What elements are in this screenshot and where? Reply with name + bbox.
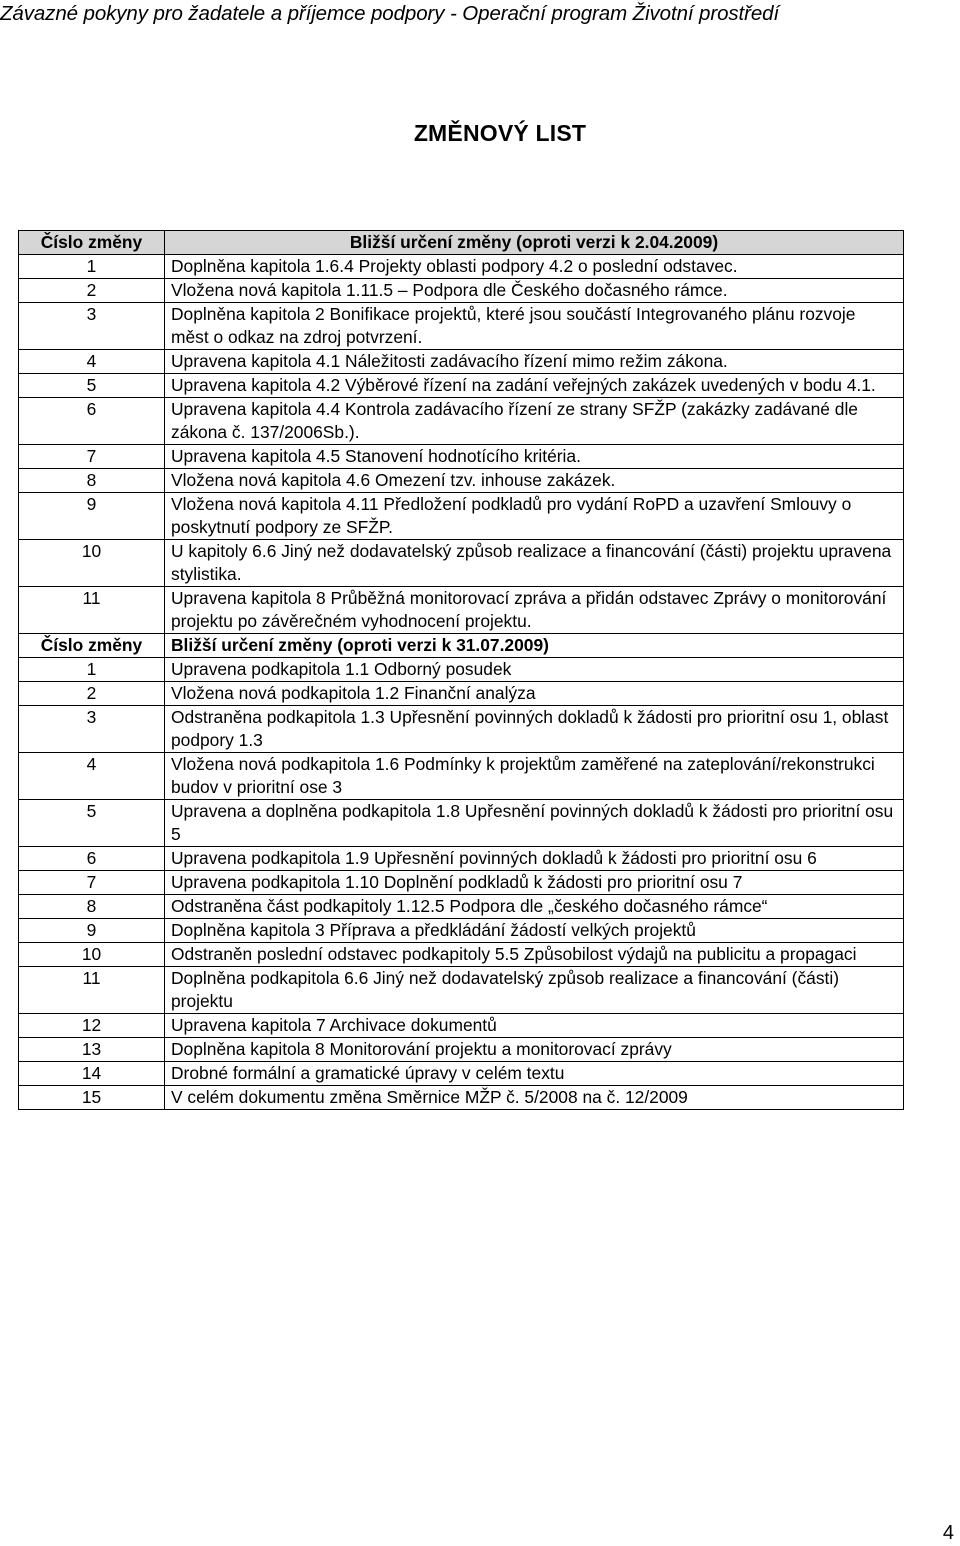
change-description-cell: Upravena kapitola 8 Průběžná monitorovací zpráva a přidán odstavec Zprávy o monitorování projektu po závěrečném vyhodnocení projektu. bbox=[165, 587, 904, 634]
table-row bbox=[19, 398, 904, 445]
column-header-number: Číslo změny bbox=[19, 634, 165, 658]
table-row bbox=[19, 255, 904, 279]
change-description-cell: Upravena kapitola 4.5 Stanovení hodnotícího kritéria. bbox=[165, 445, 904, 469]
change-description-cell: Drobné formální a gramatické úpravy v celém textu bbox=[165, 1062, 904, 1086]
change-number-cell: 6 bbox=[19, 398, 165, 445]
change-description-cell: Vložena nová kapitola 4.6 Omezení tzv. inhouse zakázek. bbox=[165, 469, 904, 493]
change-description-cell: Doplněna kapitola 8 Monitorování projektu a monitorovací zprávy bbox=[165, 1038, 904, 1062]
change-table bbox=[18, 230, 904, 1110]
table-row bbox=[19, 847, 904, 871]
change-number-cell: 12 bbox=[19, 1014, 165, 1038]
table-row bbox=[19, 658, 904, 682]
table-row bbox=[19, 469, 904, 493]
change-number-cell: 1 bbox=[19, 658, 165, 682]
change-description-cell: Upravena kapitola 4.2 Výběrové řízení na zadání veřejných zakázek uvedených v bodu 4.1. bbox=[165, 374, 904, 398]
change-description-cell: Doplněna podkapitola 6.6 Jiný než dodavatelský způsob realizace a financování (části) projektu bbox=[165, 967, 904, 1014]
change-description-cell: Odstraněn poslední odstavec podkapitoly 5.5 Způsobilost výdajů na publicitu a propagaci bbox=[165, 943, 904, 967]
change-number-cell: 8 bbox=[19, 895, 165, 919]
change-description-cell: Upravena podkapitola 1.1 Odborný posudek bbox=[165, 658, 904, 682]
change-description-cell: Odstraněna část podkapitoly 1.12.5 Podpora dle „českého dočasného rámce“ bbox=[165, 895, 904, 919]
change-description-cell: Upravena kapitola 7 Archivace dokumentů bbox=[165, 1014, 904, 1038]
change-description-cell: Upravena podkapitola 1.10 Doplnění podkladů k žádosti pro prioritní osu 7 bbox=[165, 871, 904, 895]
change-number-cell: 11 bbox=[19, 587, 165, 634]
change-description-cell: Upravena kapitola 4.1 Náležitosti zadávacího řízení mimo režim zákona. bbox=[165, 350, 904, 374]
change-description-cell: Upravena kapitola 4.4 Kontrola zadávacího řízení ze strany SFŽP (zakázky zadávané dle zákona č. 137/2006Sb.). bbox=[165, 398, 904, 445]
table-row bbox=[19, 871, 904, 895]
table-row bbox=[19, 279, 904, 303]
change-number-cell: 2 bbox=[19, 682, 165, 706]
change-number-cell: 7 bbox=[19, 445, 165, 469]
change-number-cell: 13 bbox=[19, 1038, 165, 1062]
change-number-cell: 11 bbox=[19, 967, 165, 1014]
table-row bbox=[19, 350, 904, 374]
change-description-cell: Vložena nová kapitola 4.11 Předložení podkladů pro vydání RoPD a uzavření Smlouvy o poskytnutí podpory ze SFŽP. bbox=[165, 493, 904, 540]
table-row bbox=[19, 943, 904, 967]
running-header: Závazné pokyny pro žadatele a příjemce podpory - Operační program Životní prostředí bbox=[0, 2, 780, 25]
table-row bbox=[19, 895, 904, 919]
table-row bbox=[19, 706, 904, 753]
table-row bbox=[19, 1038, 904, 1062]
table-header-row bbox=[19, 634, 904, 658]
table-row bbox=[19, 753, 904, 800]
change-description-cell: Vložena nová kapitola 1.11.5 – Podpora dle Českého dočasného rámce. bbox=[165, 279, 904, 303]
table-row bbox=[19, 1086, 904, 1110]
change-number-cell: 10 bbox=[19, 540, 165, 587]
change-number-cell: 5 bbox=[19, 374, 165, 398]
change-number-cell: 15 bbox=[19, 1086, 165, 1110]
table-header-row bbox=[19, 231, 904, 255]
page-title: ZMĚNOVÝ LIST bbox=[413, 120, 587, 146]
change-description-cell: U kapitoly 6.6 Jiný než dodavatelský způsob realizace a financování (části) projektu upravena stylistika. bbox=[165, 540, 904, 587]
table-row bbox=[19, 919, 904, 943]
table-row bbox=[19, 967, 904, 1014]
table-row bbox=[19, 682, 904, 706]
change-description-cell: Vložena nová podkapitola 1.2 Finanční analýza bbox=[165, 682, 904, 706]
change-description-cell: V celém dokumentu změna Směrnice MŽP č. 5/2008 na č. 12/2009 bbox=[165, 1086, 904, 1110]
change-number-cell: 9 bbox=[19, 493, 165, 540]
change-number-cell: 4 bbox=[19, 350, 165, 374]
table-row bbox=[19, 445, 904, 469]
table-row bbox=[19, 800, 904, 847]
change-description-cell: Upravena a doplněna podkapitola 1.8 Upřesnění povinných dokladů k žádosti pro prioritní osu 5 bbox=[165, 800, 904, 847]
change-description-cell: Doplněna kapitola 1.6.4 Projekty oblasti podpory 4.2 o poslední odstavec. bbox=[165, 255, 904, 279]
table-row bbox=[19, 374, 904, 398]
table-row bbox=[19, 493, 904, 540]
change-number-cell: 7 bbox=[19, 871, 165, 895]
change-number-cell: 10 bbox=[19, 943, 165, 967]
change-number-cell: 14 bbox=[19, 1062, 165, 1086]
change-number-cell: 3 bbox=[19, 706, 165, 753]
change-number-cell: 1 bbox=[19, 255, 165, 279]
change-number-cell: 2 bbox=[19, 279, 165, 303]
change-number-cell: 3 bbox=[19, 303, 165, 350]
column-header-description: Bližší určení změny (oproti verzi k 31.07.2009) bbox=[165, 634, 904, 658]
change-description-cell: Odstraněna podkapitola 1.3 Upřesnění povinných dokladů k žádosti pro prioritní osu 1, oblast podpory 1.3 bbox=[165, 706, 904, 753]
change-table-body bbox=[19, 231, 904, 1110]
table-row bbox=[19, 1062, 904, 1086]
column-header-number: Číslo změny bbox=[19, 231, 165, 255]
table-row bbox=[19, 303, 904, 350]
table-row bbox=[19, 587, 904, 634]
change-number-cell: 8 bbox=[19, 469, 165, 493]
table-row bbox=[19, 540, 904, 587]
table-row bbox=[19, 1014, 904, 1038]
change-number-cell: 5 bbox=[19, 800, 165, 847]
page-number: 4 bbox=[942, 1522, 954, 1544]
change-number-cell: 4 bbox=[19, 753, 165, 800]
column-header-description: Bližší určení změny (oproti verzi k 2.04.2009) bbox=[165, 231, 904, 255]
change-number-cell: 6 bbox=[19, 847, 165, 871]
change-number-cell: 9 bbox=[19, 919, 165, 943]
change-description-cell: Upravena podkapitola 1.9 Upřesnění povinných dokladů k žádosti pro prioritní osu 6 bbox=[165, 847, 904, 871]
change-description-cell: Doplněna kapitola 3 Příprava a předkládání žádostí velkých projektů bbox=[165, 919, 904, 943]
change-description-cell: Doplněna kapitola 2 Bonifikace projektů, které jsou součástí Integrovaného plánu rozvoje měst o odkaz na zdroj potvrzení. bbox=[165, 303, 904, 350]
change-description-cell: Vložena nová podkapitola 1.6 Podmínky k projektům zaměřené na zateplování/rekonstrukci budov v prioritní ose 3 bbox=[165, 753, 904, 800]
